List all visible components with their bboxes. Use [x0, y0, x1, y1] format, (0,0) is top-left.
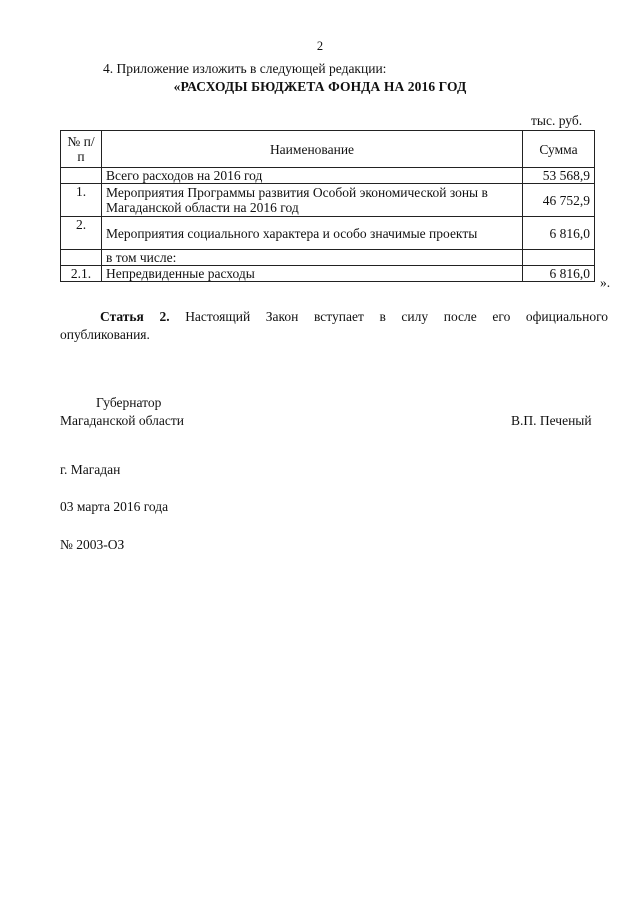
signatory-region: Магаданской области [60, 413, 184, 428]
budget-table [60, 130, 595, 282]
article-2-paragraph [60, 308, 608, 344]
row-num: 1. [61, 184, 102, 217]
table-header-row [61, 131, 595, 168]
row-name: Мероприятия Программы развития Особой экономической зоны в Магаданской области на 2016 год [102, 184, 523, 217]
date-of-signing: 03 марта 2016 года [60, 499, 169, 514]
row-num [61, 250, 102, 266]
header-num: № п/п [61, 131, 102, 168]
row-sum [523, 250, 595, 266]
page-number: 2 [316, 39, 324, 53]
row-sum: 6 816,0 [523, 217, 595, 250]
units-label: тыс. руб. [531, 113, 583, 128]
row-num [61, 168, 102, 184]
header-sum: Сумма [523, 131, 595, 168]
table-row [61, 168, 595, 184]
article-text: Настоящий Закон вступает в силу после его официального опубликования. [60, 309, 609, 342]
signatory-title: Губернатор [96, 395, 162, 410]
table-closing-quote: ». [600, 275, 611, 290]
row-name: Непредвиденные расходы [102, 266, 523, 282]
signatory-name: В.П. Печеный [511, 413, 592, 428]
row-num: 2.1. [61, 266, 102, 282]
law-number: № 2003-ОЗ [60, 537, 125, 552]
table-row [61, 266, 595, 282]
header-name: Наименование [102, 131, 523, 168]
place-of-signing: г. Магадан [60, 462, 121, 477]
amendment-intro: 4. Приложение изложить в следующей редакции: [103, 61, 387, 76]
table-row [61, 250, 595, 266]
row-name: в том числе: [102, 250, 523, 266]
article-label: Статья 2. [100, 309, 170, 324]
row-sum: 53 568,9 [523, 168, 595, 184]
row-name: Всего расходов на 2016 год [102, 168, 523, 184]
row-name: Мероприятия социального характера и особо значимые проекты [102, 217, 523, 250]
row-num: 2. [61, 217, 102, 250]
row-sum: 6 816,0 [523, 266, 595, 282]
table-row [61, 217, 595, 250]
table-row [61, 184, 595, 217]
row-sum: 46 752,9 [523, 184, 595, 217]
table-title: «РАСХОДЫ БЮДЖЕТА ФОНДА НА 2016 ГОД [173, 79, 467, 94]
